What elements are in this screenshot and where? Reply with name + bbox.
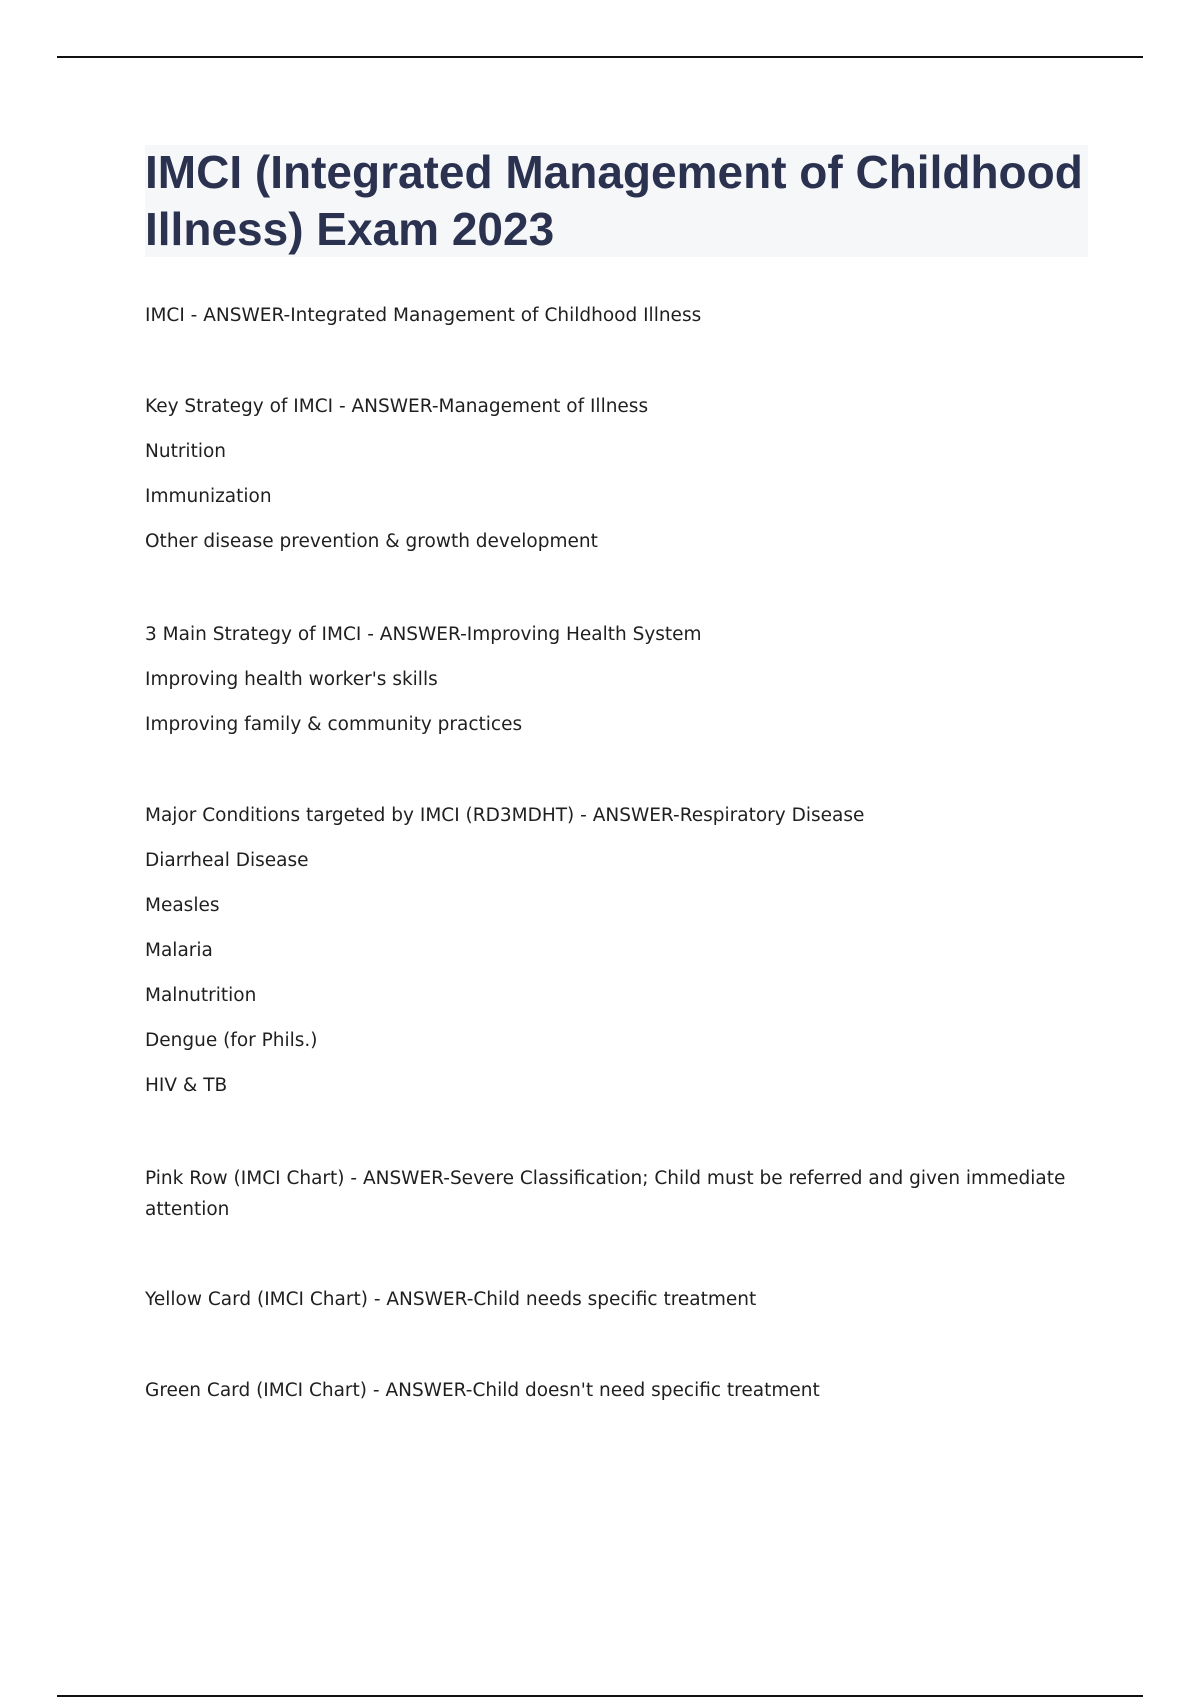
qa-line: Improving family & community practices <box>145 714 523 735</box>
top-rule <box>57 56 1143 58</box>
qa-entry-green-card <box>145 1375 1075 1406</box>
qa-line: Improving health worker's skills <box>145 669 438 690</box>
qa-line: HIV & TB <box>145 1075 228 1096</box>
qa-line: 3 Main Strategy of IMCI - ANSWER-Improving Health System <box>145 624 702 645</box>
qa-line: Nutrition <box>145 441 227 462</box>
qa-line: Key Strategy of IMCI - ANSWER-Management of Illness <box>145 396 649 417</box>
qa-line: Measles <box>145 895 220 916</box>
qa-entry-major-conditions <box>145 800 1075 1101</box>
qa-entry-yellow-card <box>145 1284 1075 1315</box>
qa-entry-imci <box>145 300 1075 331</box>
qa-line: Yellow Card (IMCI Chart) - ANSWER-Child needs specific treatment <box>145 1289 757 1310</box>
qa-line: Major Conditions targeted by IMCI (RD3MDHT) - ANSWER-Respiratory Disease <box>145 805 865 826</box>
qa-line: IMCI - ANSWER-Integrated Management of Childhood Illness <box>145 305 702 326</box>
qa-line: Green Card (IMCI Chart) - ANSWER-Child doesn't need specific treatment <box>145 1380 820 1401</box>
qa-entry-main-strategy <box>145 619 1075 740</box>
bottom-rule <box>57 1695 1143 1697</box>
qa-entry-key-strategy <box>145 391 1075 557</box>
qa-line: Immunization <box>145 486 272 507</box>
qa-line: Diarrheal Disease <box>145 850 309 871</box>
qa-line: Malnutrition <box>145 985 257 1006</box>
qa-line: Malaria <box>145 940 213 961</box>
document-title: IMCI (Integrated Management of Childhood Illness) Exam 2023 <box>145 146 1083 255</box>
qa-line: Other disease prevention & growth development <box>145 531 598 552</box>
qa-line: Dengue (for Phils.) <box>145 1030 318 1051</box>
qa-entry-pink-row <box>145 1163 1075 1225</box>
qa-line: Pink Row (IMCI Chart) - ANSWER-Severe Classification; Child must be referred and given immediate attention <box>145 1168 1066 1220</box>
